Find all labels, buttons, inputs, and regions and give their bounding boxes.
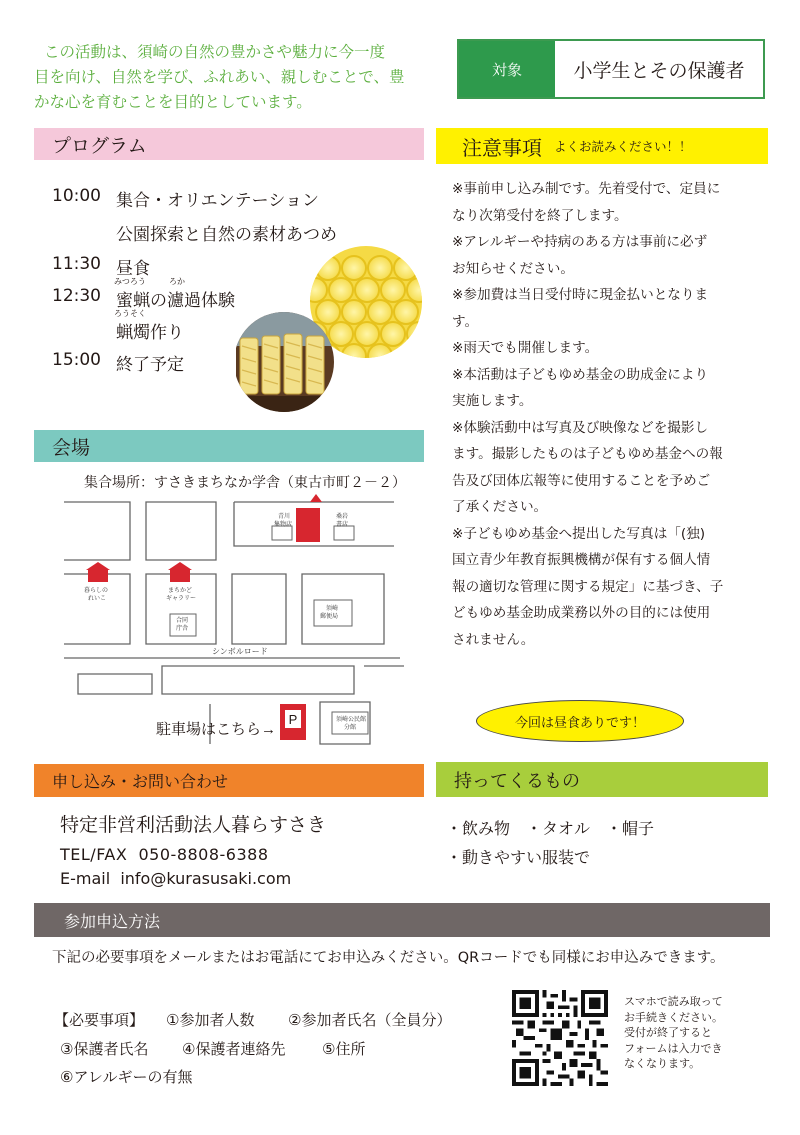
map-building — [272, 526, 292, 540]
ruby-base: 蝋燭 — [116, 323, 150, 343]
map-label: 合同 — [176, 618, 189, 624]
house-icon — [168, 562, 192, 582]
caution-line: ※参加費は当日受付時に現金払いとなりま — [452, 287, 709, 303]
map-building — [334, 526, 354, 540]
caution-line: ます。撮影したものは子どもゆめ基金への報 — [452, 446, 723, 462]
ruby-reading: ろか — [169, 277, 185, 286]
program-row — [52, 309, 184, 343]
required-item: ②参加者氏名（全員分） — [288, 1011, 452, 1029]
method-heading: 参加申込方法 — [34, 903, 770, 937]
qr-note-line: なくなります。 — [624, 1057, 701, 1070]
map-label: 須崎公民館 — [336, 717, 367, 723]
caution-heading — [436, 128, 768, 164]
required-item: ④保護者連絡先 — [182, 1040, 286, 1058]
caution-line: お知らせください。 — [452, 260, 574, 277]
road-label: シンボルロード — [212, 647, 268, 656]
ruby-word — [167, 277, 185, 311]
caution-line: ※雨天でも開催します。 — [452, 340, 599, 356]
program-row — [52, 186, 319, 211]
method-description: 下記の必要事項をメールまたはお電話にてお申込みください。QRコードでも同様にお申込みできます。 — [52, 950, 725, 966]
text-fragment: の — [150, 291, 167, 311]
program-time — [52, 318, 116, 343]
venue-map — [64, 488, 404, 760]
map-building — [314, 600, 352, 626]
intro-line-2: 目を向け、自然を学び、ふれあい、親しむことで、豊 — [34, 68, 405, 86]
caution-line: 国立青少年教育振興機構が保有する個人情 — [452, 552, 711, 568]
caution-line: 報の適切な管理に関する規定」に基づき、子 — [452, 578, 724, 595]
program-text: 昼食 — [116, 259, 150, 279]
map-label: 書店 — [336, 522, 349, 528]
target-box — [457, 39, 765, 99]
ruby-reading: みつろう — [114, 277, 146, 286]
target-value: 小学生とその保護者 — [573, 59, 745, 82]
caution-line: ※本活動は子どもゆめ基金の助成金により — [452, 366, 709, 383]
venue-building-marker — [296, 508, 320, 542]
ruby-word — [114, 309, 150, 343]
program-heading: プログラム — [34, 128, 424, 160]
ruby-base: 濾 — [167, 291, 184, 311]
qr-note-line: スマホで読み取って — [624, 995, 723, 1008]
qr-code[interactable] — [512, 990, 608, 1086]
qr-note-line: フォームは入力でき — [624, 1041, 723, 1055]
ruby-reading: ろうそく — [114, 309, 146, 318]
map-label: れいこ — [88, 596, 107, 602]
program-time: 15:00 — [52, 350, 101, 370]
house-icon — [86, 562, 110, 582]
qr-note — [624, 994, 764, 1072]
required-item: ⑥アレルギーの有無 — [60, 1068, 193, 1086]
program-time: 12:30 — [52, 286, 101, 306]
caution-line: なり次第受付を終了します。 — [452, 207, 628, 224]
program-text — [114, 309, 184, 343]
map-label: 郵便局 — [320, 614, 339, 620]
venue-heading: 会場 — [34, 430, 424, 462]
caution-list — [452, 176, 770, 653]
bring-heading: 持ってくるもの — [436, 762, 768, 797]
program-row — [52, 220, 337, 245]
parking-label: 駐車場はこちら→ — [156, 721, 277, 738]
map-label: ギャラリー — [166, 596, 197, 602]
required-items-label: 【必要事項】 — [54, 1011, 145, 1029]
text-fragment: 過体験 — [184, 291, 235, 311]
program-time: 11:30 — [52, 254, 101, 274]
map-label: 桑岩 — [336, 514, 349, 520]
map-blocks — [64, 502, 404, 744]
intro-line-1: この活動は、須崎の自然の豊かさや魅力に今一度 — [44, 43, 386, 61]
map-label: 分館 — [344, 725, 357, 731]
meeting-place: 集合場所：すさきまちなか学舎（東古市町２－２） — [84, 475, 406, 491]
caution-title: 注意事項 — [462, 135, 542, 160]
caution-line: ※アレルギーや持病のある方は事前に必ず — [452, 234, 708, 250]
caution-line: 了承ください。 — [452, 499, 548, 515]
program-text: 集合・オリエンテーション — [116, 191, 319, 211]
parking-symbol: P — [288, 712, 298, 727]
map-label: 青川 — [278, 514, 291, 520]
caution-subtitle: よくお読みください！！ — [554, 139, 692, 154]
email-address: E-mail info@kurasusaki.com — [60, 869, 292, 888]
caution-line: す。 — [452, 313, 479, 330]
program-time: 10:00 — [52, 186, 101, 206]
caution-line: ※体験活動中は写真及び映像などを撮影し — [452, 419, 709, 436]
text-fragment: 作り — [150, 323, 184, 343]
bring-items-line: ・動きやすい服装で — [446, 848, 591, 867]
caution-line: どもゆめ基金助成業務以外の目的には使用 — [452, 605, 711, 621]
venue-pointer-icon — [310, 494, 322, 502]
map-label: 須崎 — [326, 606, 339, 612]
map-label: 暮らしの — [84, 588, 109, 594]
caution-line: ※事前申し込み制です。先着受付で、定員に — [452, 181, 721, 197]
qr-note-line: お手続きください。 — [624, 1010, 723, 1024]
ruby-base: 蜜蝋 — [116, 291, 150, 311]
required-item: ①参加者人数 — [166, 1011, 255, 1029]
intro-line-3: かな心を育むことを目的としています。 — [34, 93, 312, 111]
intro-text — [34, 40, 444, 115]
required-item: ⑤住所 — [322, 1040, 366, 1058]
caution-line: 実施します。 — [452, 393, 533, 409]
phone-number: TEL/FAX 050-8808-6388 — [60, 845, 269, 864]
apply-heading: 申し込み・お問い合わせ — [34, 764, 424, 797]
map-label: 集物店 — [274, 522, 293, 528]
program-row — [52, 350, 184, 375]
program-text: 終了予定 — [116, 355, 184, 375]
map-label: まちかど — [168, 588, 193, 594]
program-text: 公園探索と自然の素材あつめ — [116, 225, 337, 245]
caution-line: されません。 — [452, 631, 535, 648]
program-time — [52, 220, 116, 245]
qr-note-line: 受付が終了すると — [624, 1026, 712, 1039]
bring-items-line: ・飲み物 ・タオル ・帽子 — [446, 819, 655, 838]
target-label: 対象 — [459, 41, 555, 97]
caution-line: 告及び団体広報等に使用することを予めご — [452, 472, 711, 489]
organization-name: 特定非営利活動法人暮らすさき — [60, 814, 327, 836]
honeycomb-candle-photo — [236, 246, 424, 414]
caution-line: ※子どもゆめ基金へ提出した写真は「(独) — [452, 525, 706, 542]
required-item: ③保護者氏名 — [60, 1040, 149, 1058]
lunch-note-badge: 今回は昼食ありです！ — [476, 700, 684, 742]
map-label: 庁舎 — [176, 626, 189, 632]
